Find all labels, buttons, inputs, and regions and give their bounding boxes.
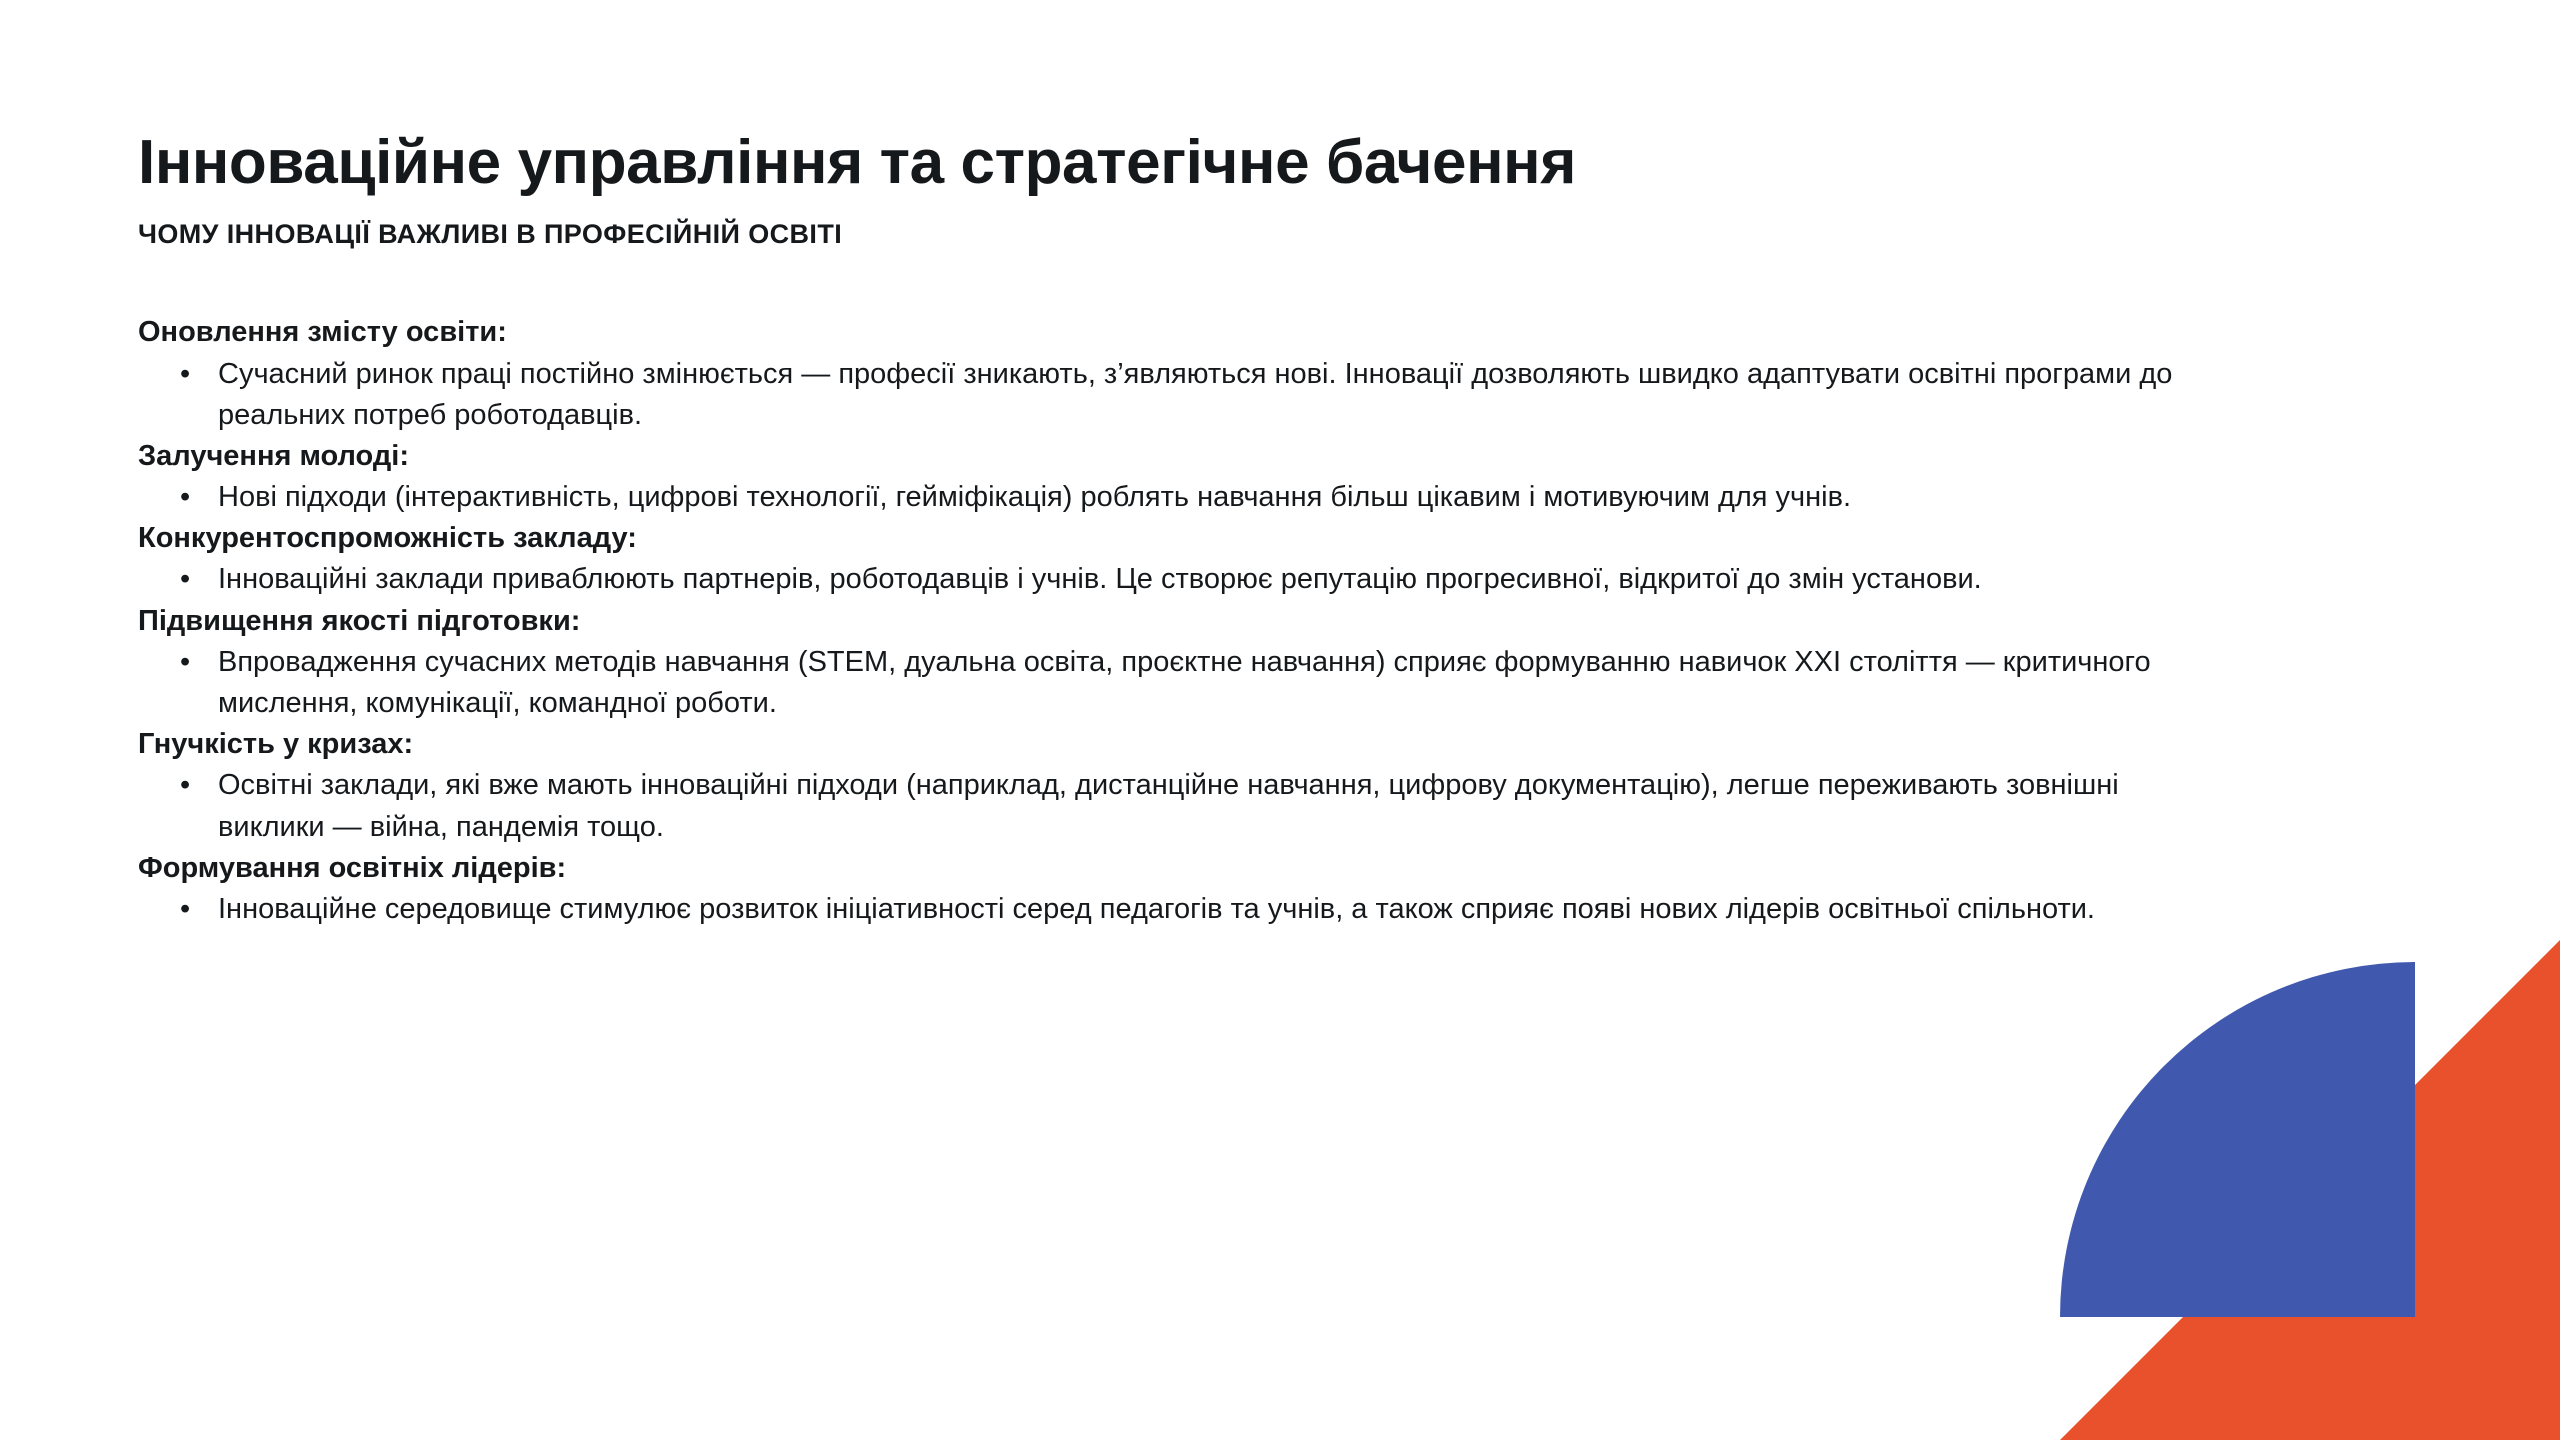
section-block [138,518,2248,600]
section-block [138,312,2248,436]
section-block [138,436,2248,518]
list-item: • Інноваційне середовище стимулює розвиток ініціативності серед педагогів та учнів, а також сприяє появі нових лідерів освітньої спільноти. [138,889,2178,930]
bullet-list [138,889,2248,930]
bullet-list [138,765,2248,847]
list-item: • Освітні заклади, які вже мають інноваційні підходи (наприклад, дистанційне навчання, цифрову документацію), легше переживають зовнішні виклики — війна, пандемія тощо. [138,765,2178,847]
section-heading: Формування освітніх лідерів: [138,851,567,884]
bullet-list [138,354,2248,436]
section-block [138,848,2248,930]
decorative-corner-graphic [2040,920,2560,1440]
list-item: • Інноваційні заклади приваблюють партнерів, роботодавців і учнів. Це створює репутацію прогресивної, відкритої до змін установи. [138,559,2178,600]
bullet-list [138,559,2248,600]
section-heading: Конкурентоспроможність закладу: [138,522,637,555]
section-heading: Підвищення якості підготовки: [138,604,581,637]
page-title: Інноваційне управління та стратегічне бачення [138,128,1576,197]
bullet-list [138,642,2248,724]
list-item: • Нові підходи (інтерактивність, цифрові технології, гейміфікація) роблять навчання більш цікавим і мотивуючим для учнів. [138,477,2178,518]
section-block [138,724,2248,848]
page-subtitle: ЧОМУ ІННОВАЦІЇ ВАЖЛИВІ В ПРОФЕСІЙНІЙ ОСВІТІ [138,219,843,250]
section-heading: Гнучкість у кризах: [138,728,414,761]
section-heading: Оновлення змісту освіти: [138,316,507,349]
list-item: • Сучасний ринок праці постійно змінюється — професії зникають, з’являються нові. Інновації дозволяють швидко адаптувати освітні програми до реальних потреб роботодавців. [138,354,2178,436]
section-block [138,601,2248,725]
list-item: • Впровадження сучасних методів навчання (STEM, дуальна освіта, проєктне навчання) сприяє формуванню навичок XXI століття — критичного мислення, комунікації, командної роботи. [138,642,2178,724]
slide-content [138,128,2248,930]
blue-quarter-circle-shape [2060,962,2415,1317]
orange-triangle-shape [2060,940,2560,1440]
bullet-list [138,477,2248,518]
section-heading: Залучення молоді: [138,439,409,472]
